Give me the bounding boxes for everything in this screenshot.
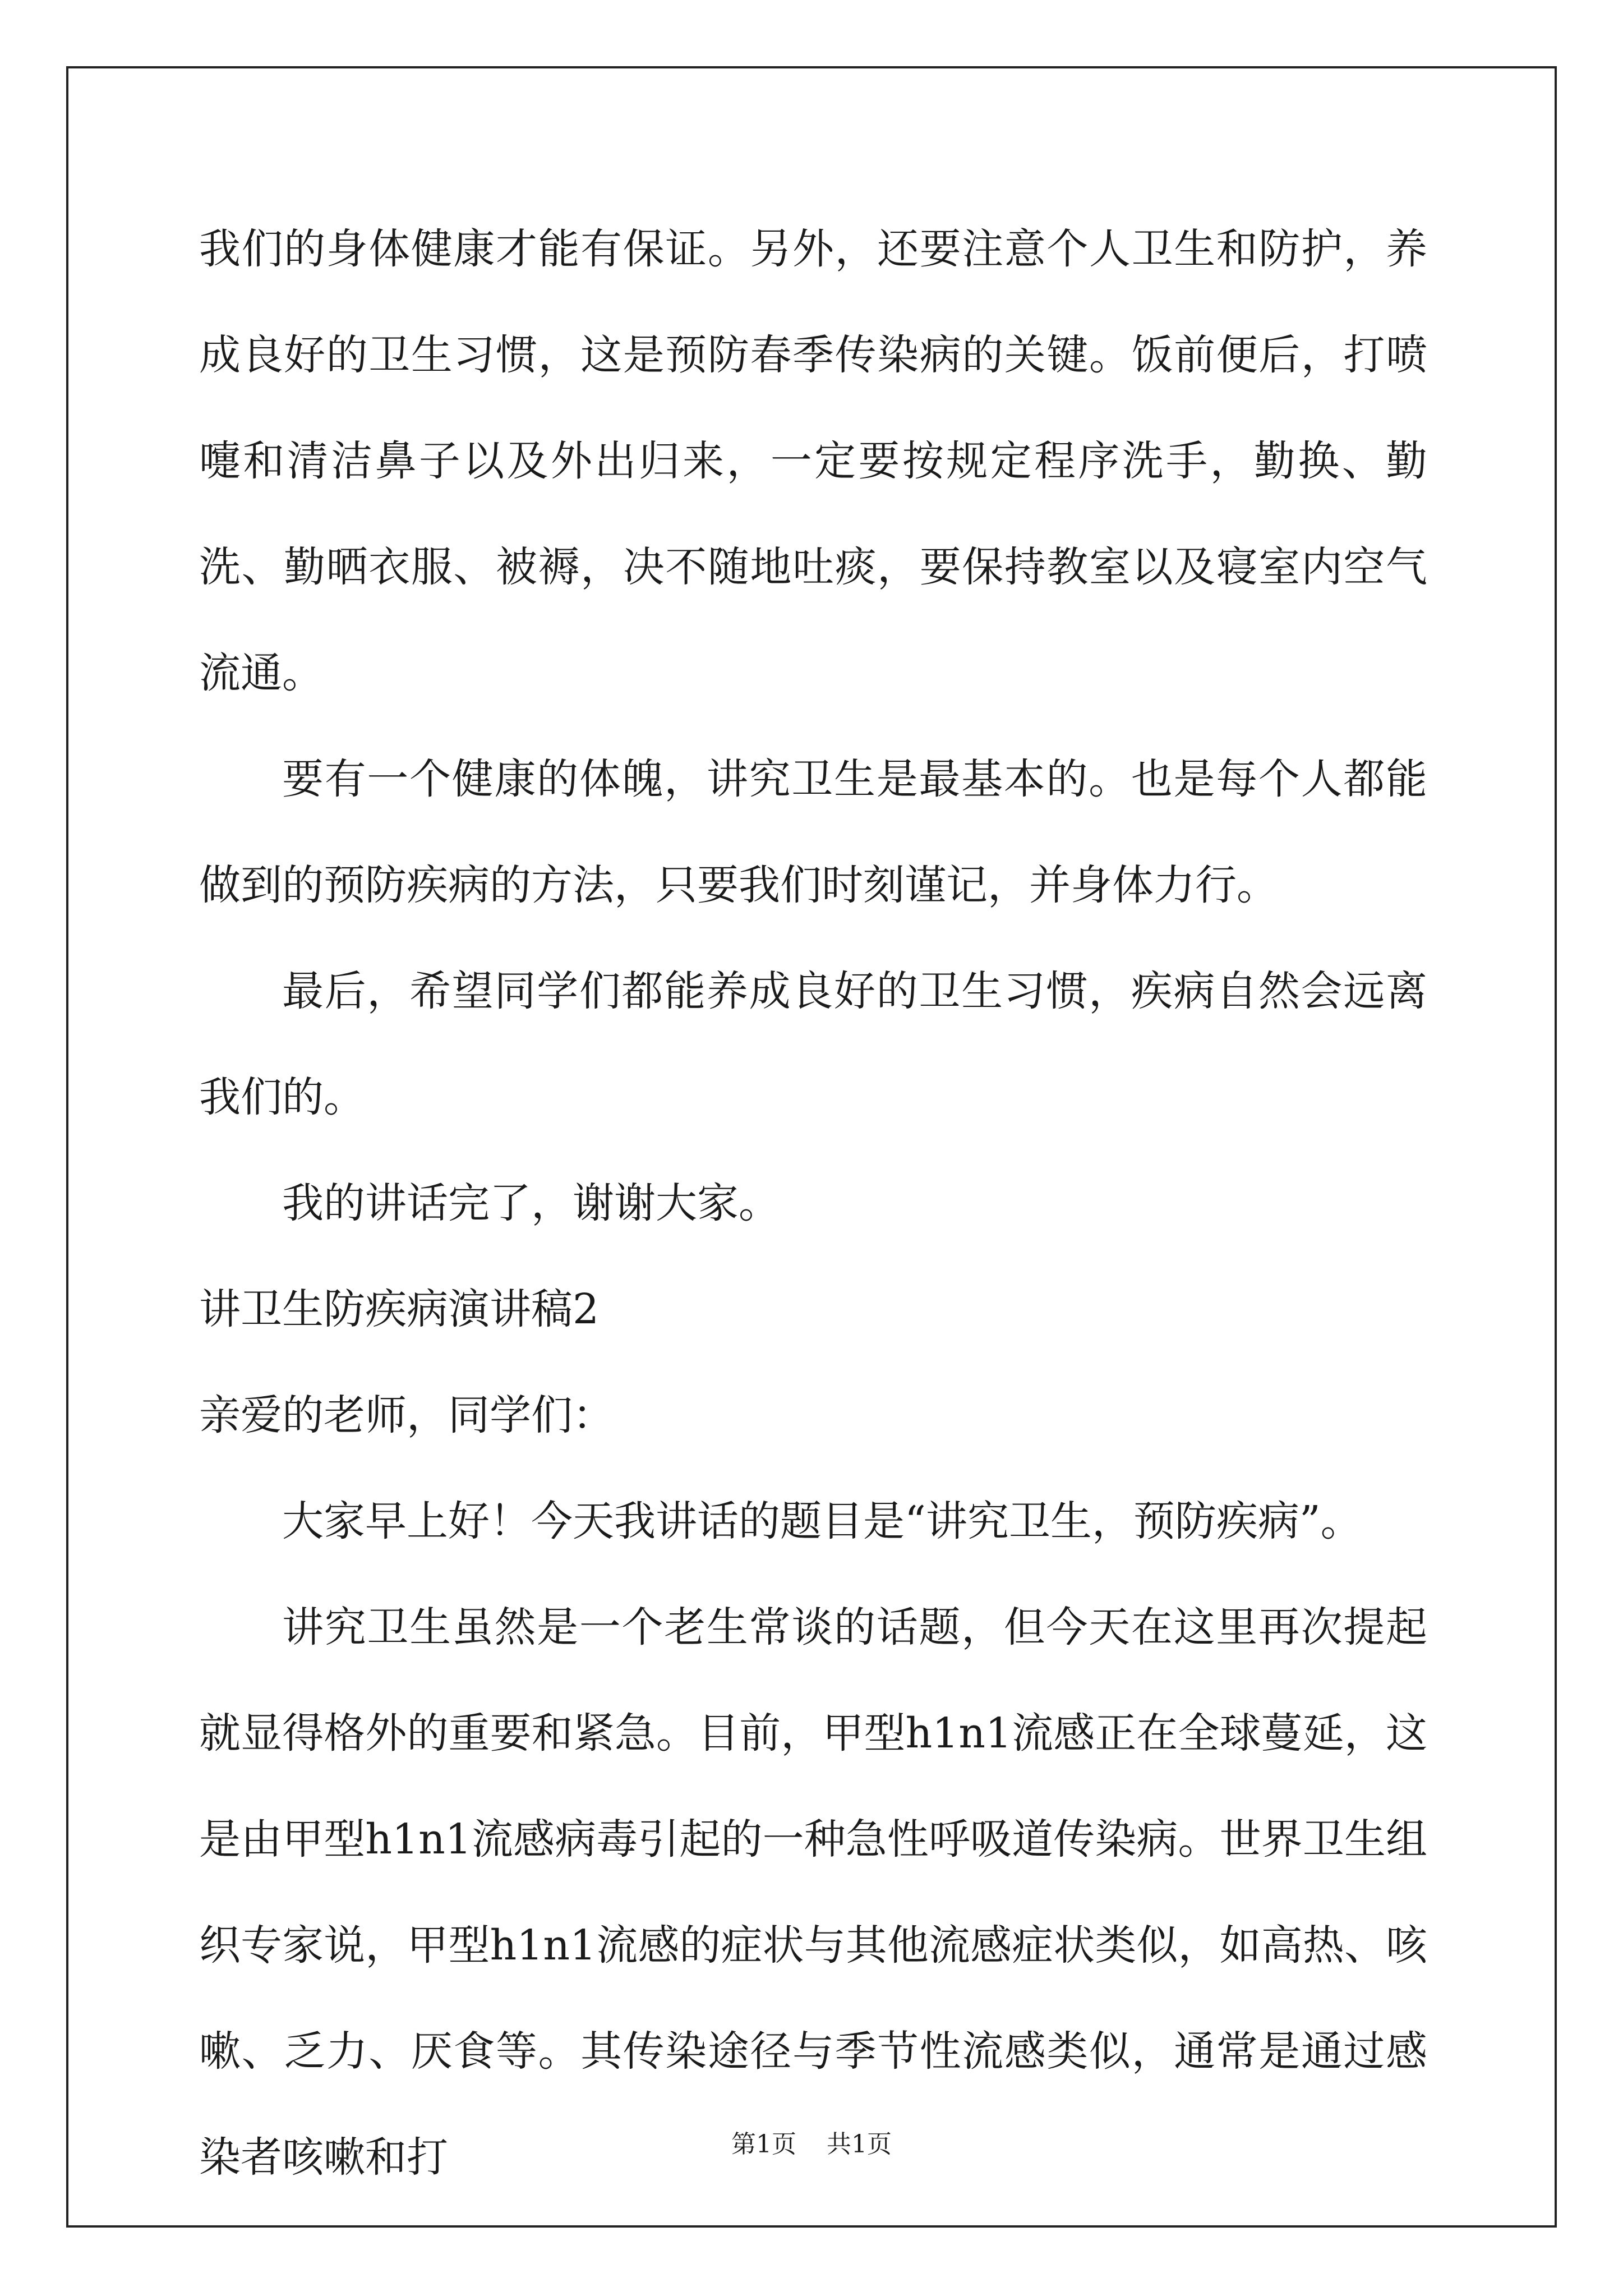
page-number: 第1页 [731,2130,796,2159]
section-heading: 讲卫生防疾病演讲稿2 [199,1285,600,1333]
page-footer [0,2128,1623,2161]
paragraph: 我们的身体健康才能有保证。另外，还要注意个人卫生和防护，养成良好的卫生习惯，这是预防春季传染病的关键。饭前便后，打喷嚏和清洁鼻子以及外出归来，一定要按规定程序洗手，勤换、勤洗、勤晒衣服、被褥，决不随地吐痰，要保持教室以及寝室内空气流通。 [199,225,1427,697]
paragraph: 最后，希望同学们都能养成良好的卫生习惯，疾病自然会远离我们的。 [199,967,1427,1121]
page-total: 共1页 [827,2130,892,2159]
salutation: 亲爱的老师，同学们： [199,1391,614,1439]
document-body [199,196,1427,2211]
paragraph: 大家早上好！今天我讲话的题目是“讲究卫生，预防疾病”。 [282,1497,1362,1545]
paragraph: 要有一个健康的体魄，讲究卫生是最基本的。也是每个人都能做到的预防疾病的方法，只要我们时刻谨记，并身体力行。 [199,755,1427,909]
paragraph: 讲究卫生虽然是一个老生常谈的话题，但今天在这里再次提起就显得格外的重要和紧急。目前，甲型h1n1流感正在全球蔓延，这是由甲型h1n1流感病毒引起的一种急性呼吸道传染病。世界卫生组织专家说，甲型h1n1流感的症状与其他流感症状类似，如高热、咳嗽、乏力、厌食等。其传染途径与季节性流感类似，通常是通过感染者咳嗽和打 [199,1603,1427,2182]
paragraph: 我的讲话完了，谢谢大家。 [282,1179,780,1227]
